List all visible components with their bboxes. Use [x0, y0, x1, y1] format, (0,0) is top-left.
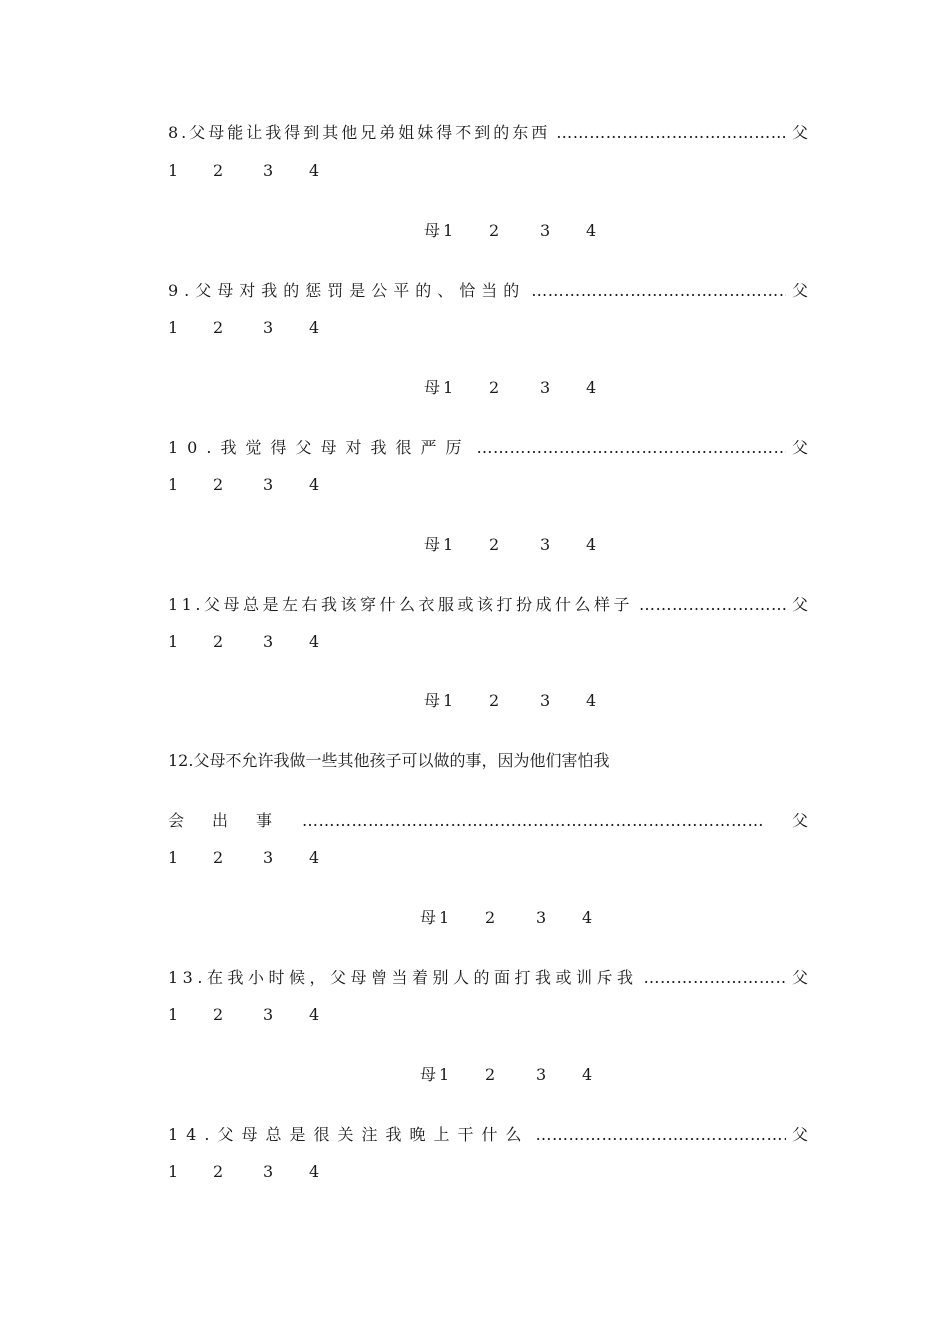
question-8 — [168, 120, 808, 146]
scale-option-1[interactable]: 1 — [443, 378, 454, 397]
question-14 — [168, 1122, 808, 1148]
father-scale-11 — [168, 629, 808, 655]
scale-option-2[interactable]: 2 — [489, 221, 500, 240]
scale-option-3[interactable]: 3 — [263, 848, 274, 867]
scale-option-3[interactable]: 3 — [263, 1162, 274, 1181]
scale-option-1[interactable]: 1 — [443, 535, 454, 554]
scale-option-1[interactable]: 1 — [443, 691, 454, 710]
question-10-text: 10.我觉得父母对我很严厉 — [168, 438, 471, 457]
scale-option-3[interactable]: 3 — [540, 691, 551, 710]
father-scale-12 — [168, 845, 808, 871]
mother-scale-12 — [0, 905, 950, 931]
mother-label: 母 — [424, 221, 441, 240]
question-8-text: 8.父母能让我得到其他兄弟姐妹得不到的东西 — [168, 123, 551, 142]
father-scale-9 — [168, 315, 808, 341]
scale-option-4[interactable]: 4 — [309, 848, 320, 867]
mother-scale-8 — [0, 218, 950, 244]
mother-label: 母 — [424, 378, 441, 397]
question-11-text: 11.父母总是左右我该穿什么衣服或该打扮成什么样子 — [168, 595, 633, 614]
scale-option-4[interactable]: 4 — [309, 318, 320, 337]
father-label: 父 — [791, 123, 808, 142]
question-10 — [168, 435, 808, 461]
father-label: 父 — [791, 438, 808, 457]
mother-label: 母 — [420, 1065, 437, 1084]
leader-dots — [476, 435, 786, 461]
question-12-line2 — [168, 808, 808, 834]
father-label: 父 — [791, 811, 808, 830]
scale-option-1[interactable]: 1 — [168, 632, 179, 651]
father-label: 父 — [791, 281, 808, 300]
scale-option-4[interactable]: 4 — [586, 691, 597, 710]
scale-option-4[interactable]: 4 — [586, 535, 597, 554]
scale-option-3[interactable]: 3 — [536, 1065, 547, 1084]
scale-option-1[interactable]: 1 — [439, 908, 450, 927]
mother-label: 母 — [420, 908, 437, 927]
scale-option-2[interactable]: 2 — [489, 378, 500, 397]
question-9 — [168, 278, 808, 304]
father-label: 父 — [791, 1125, 808, 1144]
scale-option-3[interactable]: 3 — [540, 535, 551, 554]
scale-option-3[interactable]: 3 — [263, 161, 274, 180]
mother-scale-10 — [0, 532, 950, 558]
mother-label: 母 — [424, 535, 441, 554]
question-14-text: 14.父母总是很关注我晚上干什么 — [168, 1125, 530, 1144]
father-scale-8 — [168, 158, 808, 184]
father-scale-14 — [168, 1159, 808, 1185]
scale-option-2[interactable]: 2 — [485, 1065, 496, 1084]
leader-dots — [302, 808, 762, 834]
scale-option-1[interactable]: 1 — [439, 1065, 450, 1084]
question-11 — [168, 592, 808, 618]
question-9-text: 9.父母对我的惩罚是公平的、恰当的 — [168, 281, 526, 300]
father-scale-10 — [168, 472, 808, 498]
mother-label: 母 — [424, 691, 441, 710]
question-13 — [168, 965, 808, 991]
question-13-text: 13.在我小时候，父母曾当着别人的面打我或训斥我 — [168, 968, 638, 987]
scale-option-1[interactable]: 1 — [168, 1005, 179, 1024]
mother-scale-9 — [0, 375, 950, 401]
scale-option-4[interactable]: 4 — [309, 161, 320, 180]
scale-option-2[interactable]: 2 — [489, 691, 500, 710]
scale-option-1[interactable]: 1 — [168, 318, 179, 337]
scale-option-4[interactable]: 4 — [586, 378, 597, 397]
scale-option-3[interactable]: 3 — [540, 378, 551, 397]
question-12-line1: 12.父母不允许我做一些其他孩子可以做的事，因为他们害怕我 — [168, 751, 610, 770]
scale-option-4[interactable]: 4 — [582, 908, 593, 927]
scale-option-3[interactable]: 3 — [540, 221, 551, 240]
scale-option-2[interactable]: 2 — [213, 632, 224, 651]
scale-option-1[interactable]: 1 — [168, 475, 179, 494]
leader-dots — [531, 278, 786, 304]
scale-option-3[interactable]: 3 — [263, 318, 274, 337]
father-label: 父 — [791, 595, 808, 614]
scale-option-4[interactable]: 4 — [309, 475, 320, 494]
scale-option-1[interactable]: 1 — [443, 221, 454, 240]
scale-option-1[interactable]: 1 — [168, 848, 179, 867]
mother-scale-11 — [0, 688, 950, 714]
leader-dots — [535, 1122, 786, 1148]
scale-option-2[interactable]: 2 — [213, 1162, 224, 1181]
scale-option-2[interactable]: 2 — [489, 535, 500, 554]
scale-option-2[interactable]: 2 — [213, 161, 224, 180]
scale-option-1[interactable]: 1 — [168, 1162, 179, 1181]
scale-option-3[interactable]: 3 — [536, 908, 547, 927]
scale-option-4[interactable]: 4 — [309, 1005, 320, 1024]
scale-option-4[interactable]: 4 — [309, 632, 320, 651]
scale-option-2[interactable]: 2 — [485, 908, 496, 927]
scale-option-2[interactable]: 2 — [213, 1005, 224, 1024]
scale-option-2[interactable]: 2 — [213, 848, 224, 867]
leader-dots — [556, 120, 786, 146]
scale-option-4[interactable]: 4 — [586, 221, 597, 240]
leader-dots — [639, 592, 786, 618]
leader-dots — [643, 965, 786, 991]
mother-scale-13 — [0, 1062, 950, 1088]
scale-option-3[interactable]: 3 — [263, 632, 274, 651]
father-scale-13 — [168, 1002, 808, 1028]
question-12-text-cont: 会 出 事 — [168, 811, 273, 830]
scale-option-3[interactable]: 3 — [263, 1005, 274, 1024]
scale-option-4[interactable]: 4 — [309, 1162, 320, 1181]
scale-option-4[interactable]: 4 — [582, 1065, 593, 1084]
father-label: 父 — [791, 968, 808, 987]
scale-option-3[interactable]: 3 — [263, 475, 274, 494]
scale-option-2[interactable]: 2 — [213, 318, 224, 337]
scale-option-2[interactable]: 2 — [213, 475, 224, 494]
scale-option-1[interactable]: 1 — [168, 161, 179, 180]
